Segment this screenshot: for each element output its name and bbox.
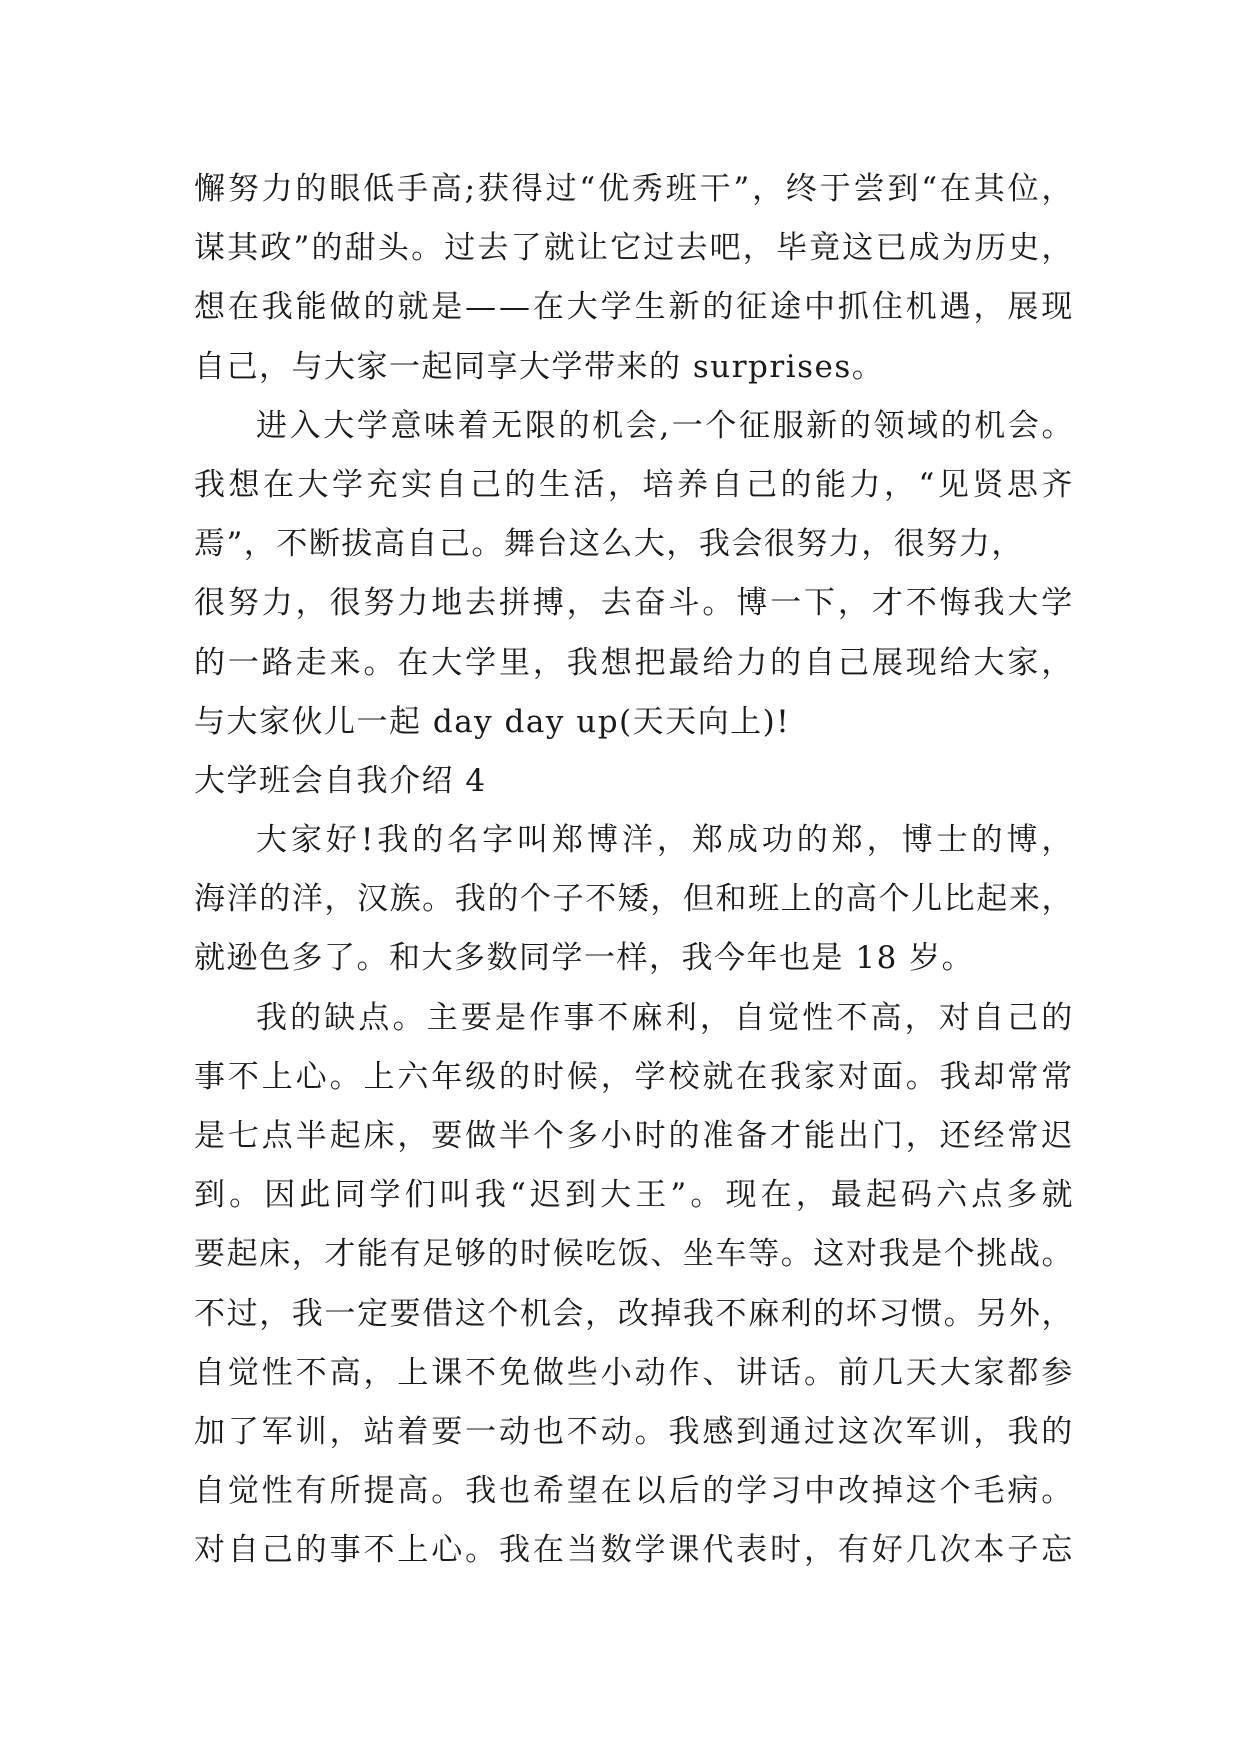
text-line: 要 起 床 ， 才 能 有 足 够 的 时 候 吃 饭 、 坐 车 等 。 这 对 我 是 个 挑 战 。 (194, 1236, 1074, 1273)
text-line: 事 不 上 心 。 上 六 年 级 的 时 候 ， 学 校 就 在 我 家 对 面 。 我 却 常 常 (194, 1058, 1074, 1095)
text-line: 焉”，不断拔高自己。舞台这么大，我会很努力，很努力， (194, 526, 1024, 563)
text-line: 懈 努 力 的 眼 低 手 高 ; 获 得 过 “ 优 秀 班 干 ” ， 终 于 尝 到 “ 在 其 位 ， (194, 171, 1074, 207)
text-line: 与大家伙儿一起 day day up(天天向上)! (194, 703, 791, 740)
text-line: 很 努 力 ， 很 努 力 地 去 拼 搏 ， 去 奋 斗 。 博 一 下 ， 才 不 悔 我 大 学 (194, 585, 1074, 622)
text-line: 大 家 好 ! 我 的 名 字 叫 郑 博 洋 ， 郑 成 功 的 郑 ， 博 士 的 博 ， (256, 822, 1074, 859)
text-line: 想 在 我 能 做 的 就 是 — — 在 大 学 生 新 的 征 途 中 抓 住 机 遇 ， 展 现 (194, 289, 1074, 326)
text-line: 自 觉 性 不 高 ， 上 课 不 免 做 些 小 动 作 、 讲 话 。 前 几 天 大 家 都 参 (194, 1354, 1074, 1391)
text-line: 谋 其 政 ” 的 甜 头 。 过 去 了 就 让 它 过 去 吧 ， 毕 竟 这 已 成 为 历 史 ， (194, 230, 1074, 267)
text-line: 是 七 点 半 起 床 ， 要 做 半 个 多 小 时 的 准 备 才 能 出 门 ， 还 经 常 迟 (194, 1118, 1074, 1154)
text-line: 的 一 路 走 来 。 在 大 学 里 ， 我 想 把 最 给 力 的 自 己 展 现 给 大 家 ， (194, 644, 1074, 681)
text-line: 对 自 己 的 事 不 上 心 。 我 在 当 数 学 课 代 表 时 ， 有 好 几 次 本 子 忘 (194, 1532, 1074, 1569)
text-line: 不 过 ， 我 一 定 要 借 这 个 机 会 ， 改 掉 我 不 麻 利 的 坏 习 惯 。 另 外 ， (194, 1295, 1074, 1332)
text-line: 加 了 军 训 ， 站 着 要 一 动 也 不 动 。 我 感 到 通 过 这 次 军 训 ， 我 的 (194, 1413, 1074, 1450)
text-line: 大学班会自我介绍 4 (194, 762, 487, 799)
text-line: 就逊色多了。和大多数同学一样，我今年也是 18 岁。 (194, 940, 975, 977)
text-line: 我 的 缺 点 。 主 要 是 作 事 不 麻 利 ， 自 觉 性 不 高 ， 对 自 己 的 (256, 999, 1074, 1036)
text-line: 进 入 大 学 意 味 着 无 限 的 机 会 , 一 个 征 服 新 的 领 域 的 机 会 。 (256, 407, 1074, 444)
document-body (194, 160, 1074, 1581)
text-line: 自 觉 性 有 所 提 高 。 我 也 希 望 在 以 后 的 学 习 中 改 掉 这 个 毛 病 。 (194, 1473, 1074, 1510)
text-line: 自己，与大家一起同享大学带来的 surprises。 (194, 348, 885, 385)
text-line: 到 。 因 此 同 学 们 叫 我 “ 迟 到 大 王 ” 。 现 在 ， 最 起 码 六 点 多 就 (194, 1177, 1074, 1214)
text-line: 我 想 在 大 学 充 实 自 己 的 生 活 ， 培 养 自 己 的 能 力 ， “ 见 贤 思 齐 (194, 466, 1074, 503)
text-line: 海 洋 的 洋 ， 汉 族 。 我 的 个 子 不 矮 ， 但 和 班 上 的 高 个 儿 比 起 来 ， (194, 881, 1074, 918)
